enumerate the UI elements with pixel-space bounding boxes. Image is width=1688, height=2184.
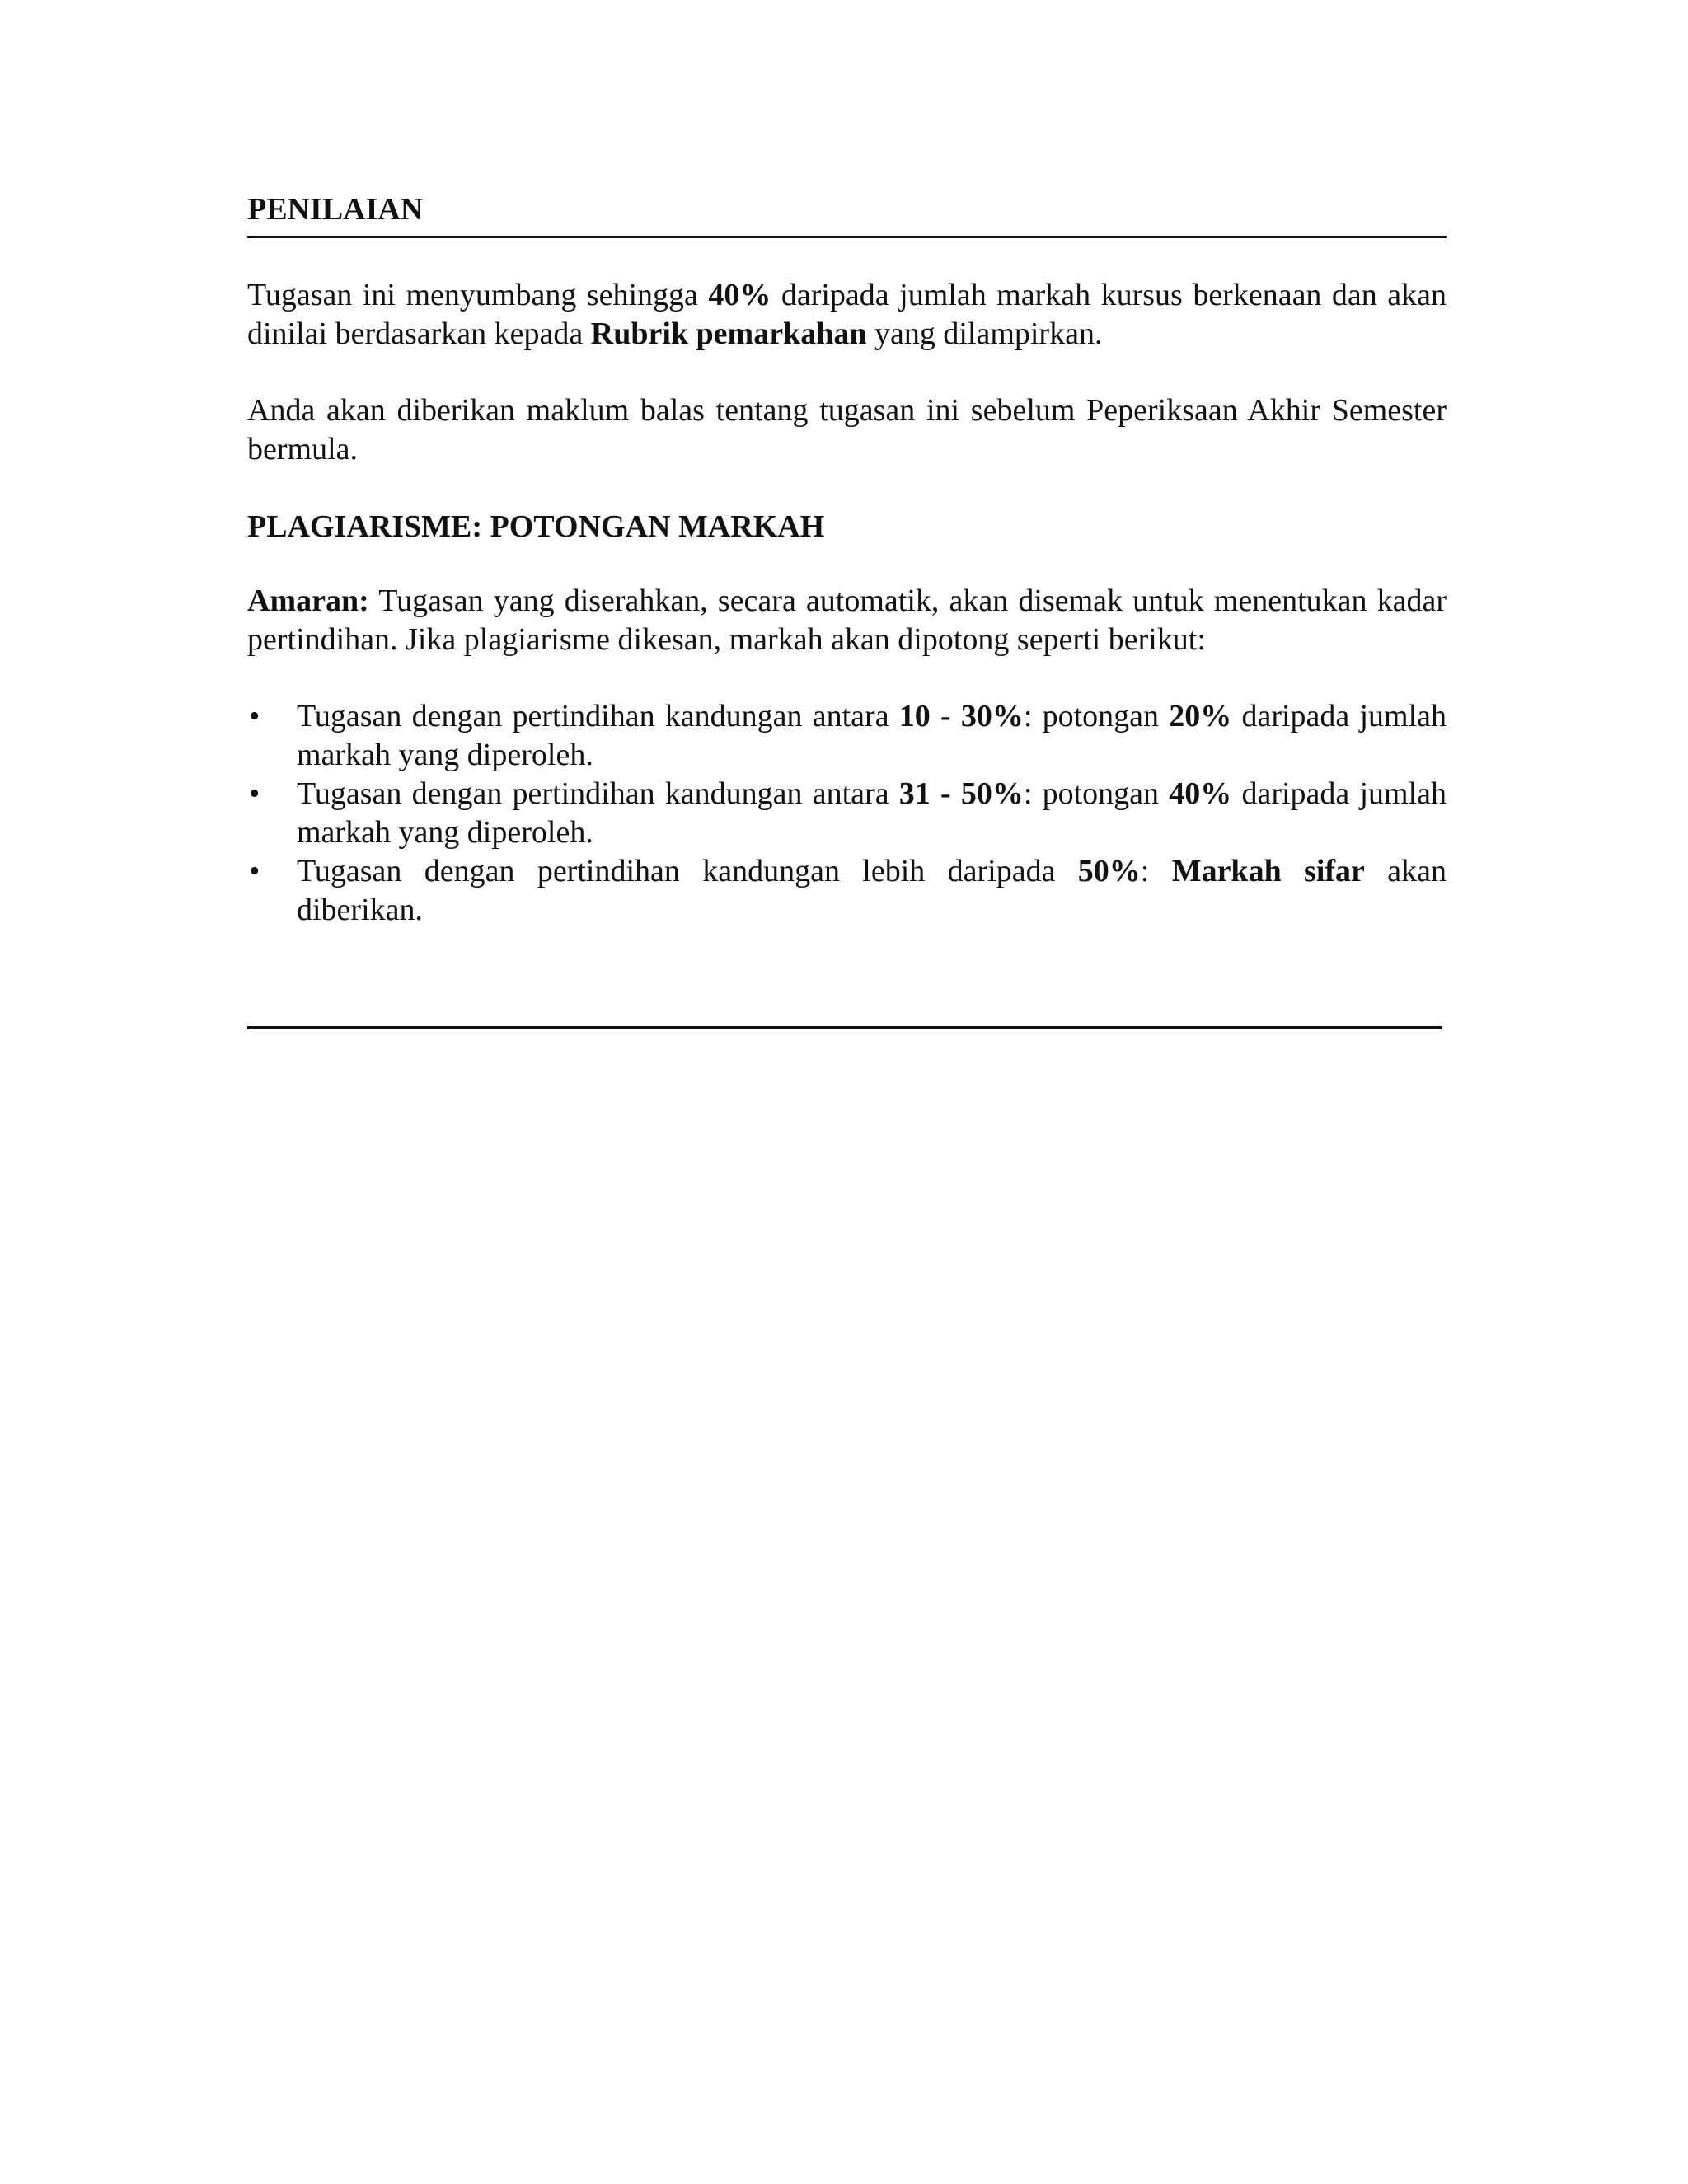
bullet-icon: • [249, 776, 260, 811]
text-span: : potongan [1023, 699, 1170, 733]
text-span: : [1140, 854, 1172, 888]
warning-text: Tugasan yang diserahkan, secara automatik, akan disemak untuk menentukan kadar pertindihan. Jika plagiarisme dikesan, markah akan dipotong seperti berikut: [247, 583, 1447, 657]
text-span: akan diberikan. [297, 854, 1447, 927]
text-span: Tugasan ini menyumbang sehingga [247, 278, 709, 312]
warning-label: Amaran: [247, 583, 369, 618]
text-span: daripada jumlah markah kursus berkenaan dan akan dinilai berdasarkan kepada [247, 278, 1447, 351]
section-heading-penilaian: PENILAIAN [247, 192, 424, 227]
text-span: : potongan [1023, 776, 1170, 811]
bullet-icon: • [249, 854, 260, 888]
bold-range: 10 - 30% [898, 699, 1024, 733]
text-span: Tugasan dengan pertindihan kandungan antara [297, 776, 899, 811]
bold-penalty: 20% [1169, 699, 1232, 733]
list-item [247, 775, 1447, 852]
penalty-list [247, 697, 1447, 930]
heading-underline [247, 236, 1447, 238]
bold-range: 50% [1077, 854, 1141, 888]
bold-percentage: 40% [708, 278, 771, 312]
text-span: daripada jumlah markah yang diperoleh. [297, 776, 1447, 850]
text-span: Tugasan dengan pertindihan kandungan lebih daripada [297, 854, 1078, 888]
bold-penalty: 40% [1169, 776, 1232, 811]
text-span: Tugasan dengan pertindihan kandungan antara [297, 699, 899, 733]
bottom-divider [247, 1026, 1442, 1029]
list-item [247, 852, 1447, 930]
paragraph-weightage [247, 276, 1447, 354]
paragraph-warning [247, 582, 1447, 659]
document-page [247, 190, 1447, 930]
bold-penalty: Markah sifar [1171, 854, 1365, 888]
paragraph-feedback: Anda akan diberikan maklum balas tentang tugasan ini sebelum Peperiksaan Akhir Semester bermula. [247, 393, 1447, 466]
bold-rubric: Rubrik pemarkahan [590, 316, 867, 351]
bullet-icon: • [249, 699, 260, 733]
list-item [247, 697, 1447, 775]
section-heading-plagiarisme: PLAGIARISME: POTONGAN MARKAH [247, 509, 825, 544]
text-span: yang dilampirkan. [866, 316, 1103, 351]
bold-range: 31 - 50% [898, 776, 1024, 811]
text-span: daripada jumlah markah yang diperoleh. [297, 699, 1447, 772]
